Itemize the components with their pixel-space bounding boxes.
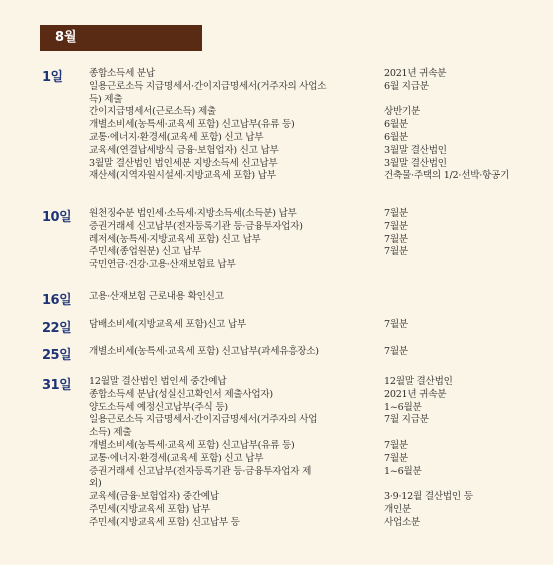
period-note: 7월분 xyxy=(384,220,408,232)
period-note: 12월말 결산법인 xyxy=(384,376,453,387)
period-note: 6월분 xyxy=(384,131,408,143)
task-text-continued: 소득) 제출 xyxy=(89,427,132,439)
period-note: 7월분 xyxy=(384,439,408,451)
task-text: 주민세(지방교육세 포함) 신고납부 등 xyxy=(89,516,240,528)
schedule-row-continued xyxy=(0,478,553,491)
period-note: 3월말 결산법인 xyxy=(384,144,447,156)
task-text: 12월말 결산법인 법인세 중간예납 xyxy=(89,376,227,387)
schedule-row xyxy=(0,132,553,145)
task-text: 증권거래세 신고납부(전자등록기관 등·금융투자업자 제 xyxy=(89,465,312,477)
day-group xyxy=(0,68,553,183)
schedule-row xyxy=(0,402,553,415)
schedule-row xyxy=(0,440,553,453)
schedule-row xyxy=(0,81,553,94)
task-text: 원천징수분 법인세·소득세·지방소득세(소득분) 납부 xyxy=(89,208,297,219)
task-text: 3월말 결산법인 법인세분 지방소득세 신고납부 xyxy=(89,157,278,169)
schedule-row xyxy=(0,221,553,234)
schedule-row xyxy=(0,259,553,272)
task-text: 교통·에너지·환경세(교육세 포함) 신고 납부 xyxy=(89,452,264,464)
day-group xyxy=(0,208,553,272)
schedule-row xyxy=(0,414,553,427)
task-text: 증권거래세 신고납부(전자등록기관 등·금융투자업자) xyxy=(89,220,303,232)
period-note: 7월 지급분 xyxy=(384,414,429,426)
task-text-continued: 득) 제출 xyxy=(89,93,123,105)
schedule-row xyxy=(0,246,553,259)
schedule-row xyxy=(0,517,553,530)
schedule-row xyxy=(0,291,553,304)
day-label: 31일 xyxy=(42,378,72,393)
schedule-row-continued xyxy=(0,427,553,440)
day-label: 25일 xyxy=(42,348,72,363)
schedule-row xyxy=(0,453,553,466)
period-note: 7월분 xyxy=(384,319,408,330)
task-text: 교육세(금융·보험업자) 중간예납 xyxy=(89,491,219,503)
period-note: 사업소분 xyxy=(384,516,421,528)
period-note: 7월분 xyxy=(384,346,408,357)
day-label: 1일 xyxy=(42,70,63,85)
day-label: 22일 xyxy=(42,321,72,336)
schedule-row xyxy=(0,145,553,158)
task-text: 재산세(지역자원시설세·지방교육세 포함) 납부 xyxy=(89,170,276,182)
schedule-row xyxy=(0,170,553,183)
task-text: 일용근로소득 지급명세서·간이지급명세서(거주자의 사업 xyxy=(89,414,318,426)
period-note: 3·9·12월 결산법인 등 xyxy=(384,491,473,503)
schedule-row xyxy=(0,319,553,332)
task-text: 간이지급명세서(근로소득) 제출 xyxy=(89,106,217,118)
task-text: 교통·에너지·환경세(교육세 포함) 신고 납부 xyxy=(89,131,264,143)
period-note: 1~6월분 xyxy=(384,401,422,413)
period-note: 7월분 xyxy=(384,208,408,219)
day-group xyxy=(0,319,553,336)
task-text: 교육세(연결납세방식 금융·보험업자) 신고 납부 xyxy=(89,144,279,156)
period-note: 6월 지급분 xyxy=(384,80,429,92)
day-group xyxy=(0,291,553,308)
task-text: 양도소득세 예정신고납부(주식 등) xyxy=(89,401,228,413)
task-text: 종합소득세 분납 xyxy=(89,68,155,79)
task-text: 종합소득세 분납(성실신고확인서 제출사업자) xyxy=(89,388,273,400)
period-note: 3월말 결산법인 xyxy=(384,157,447,169)
schedule-row xyxy=(0,234,553,247)
schedule-row xyxy=(0,208,553,221)
task-text: 담배소비세(지방교육세 포함)신고 납부 xyxy=(89,319,246,330)
task-text: 일용근로소득 지급명세서·간이지급명세서(거주자의 사업소 xyxy=(89,80,327,92)
schedule-row xyxy=(0,491,553,504)
period-note: 2021년 귀속분 xyxy=(384,388,447,400)
task-text: 개별소비세(농특세·교육세 포함) 신고납부(과세유흥장소) xyxy=(89,346,319,357)
period-note: 개인분 xyxy=(384,503,412,515)
task-text: 레저세(농특세·지방교육세 포함) 신고 납부 xyxy=(89,233,261,245)
schedule-row xyxy=(0,346,553,359)
day-label: 10일 xyxy=(42,210,72,225)
period-note: 6월분 xyxy=(384,119,408,131)
task-text: 고용·산재보험 근로내용 확인신고 xyxy=(89,291,224,302)
task-text-continued: 외) xyxy=(89,478,102,490)
schedule-row xyxy=(0,68,553,81)
period-note: 1~6월분 xyxy=(384,465,422,477)
period-note: 상반기분 xyxy=(384,106,421,118)
schedule-row xyxy=(0,376,553,389)
period-note: 건축물·주택의 1/2·선박·항공기 xyxy=(384,170,510,182)
schedule-row xyxy=(0,119,553,132)
period-note: 2021년 귀속분 xyxy=(384,68,447,79)
period-note: 7월분 xyxy=(384,452,408,464)
schedule-row xyxy=(0,106,553,119)
month-header: 8월 xyxy=(40,25,202,51)
period-note: 7월분 xyxy=(384,233,408,245)
task-text: 주민세(종업원분) 신고 납부 xyxy=(89,246,201,258)
task-text: 국민연금·건강·고용·산재보험료 납부 xyxy=(89,259,236,271)
period-note: 7월분 xyxy=(384,246,408,258)
day-label: 16일 xyxy=(42,293,72,308)
schedule-row xyxy=(0,389,553,402)
day-group xyxy=(0,346,553,363)
task-text: 개별소비세(농특세·교육세 포함) 신고납부(유류 등) xyxy=(89,439,295,451)
day-group xyxy=(0,376,553,530)
schedule-row-continued xyxy=(0,94,553,107)
schedule-row xyxy=(0,158,553,171)
task-text: 주민세(지방교육세 포함) 납부 xyxy=(89,503,210,515)
schedule-row xyxy=(0,466,553,479)
task-text: 개별소비세(농특세·교육세 포함) 신고납부(유류 등) xyxy=(89,119,295,131)
schedule-row xyxy=(0,504,553,517)
